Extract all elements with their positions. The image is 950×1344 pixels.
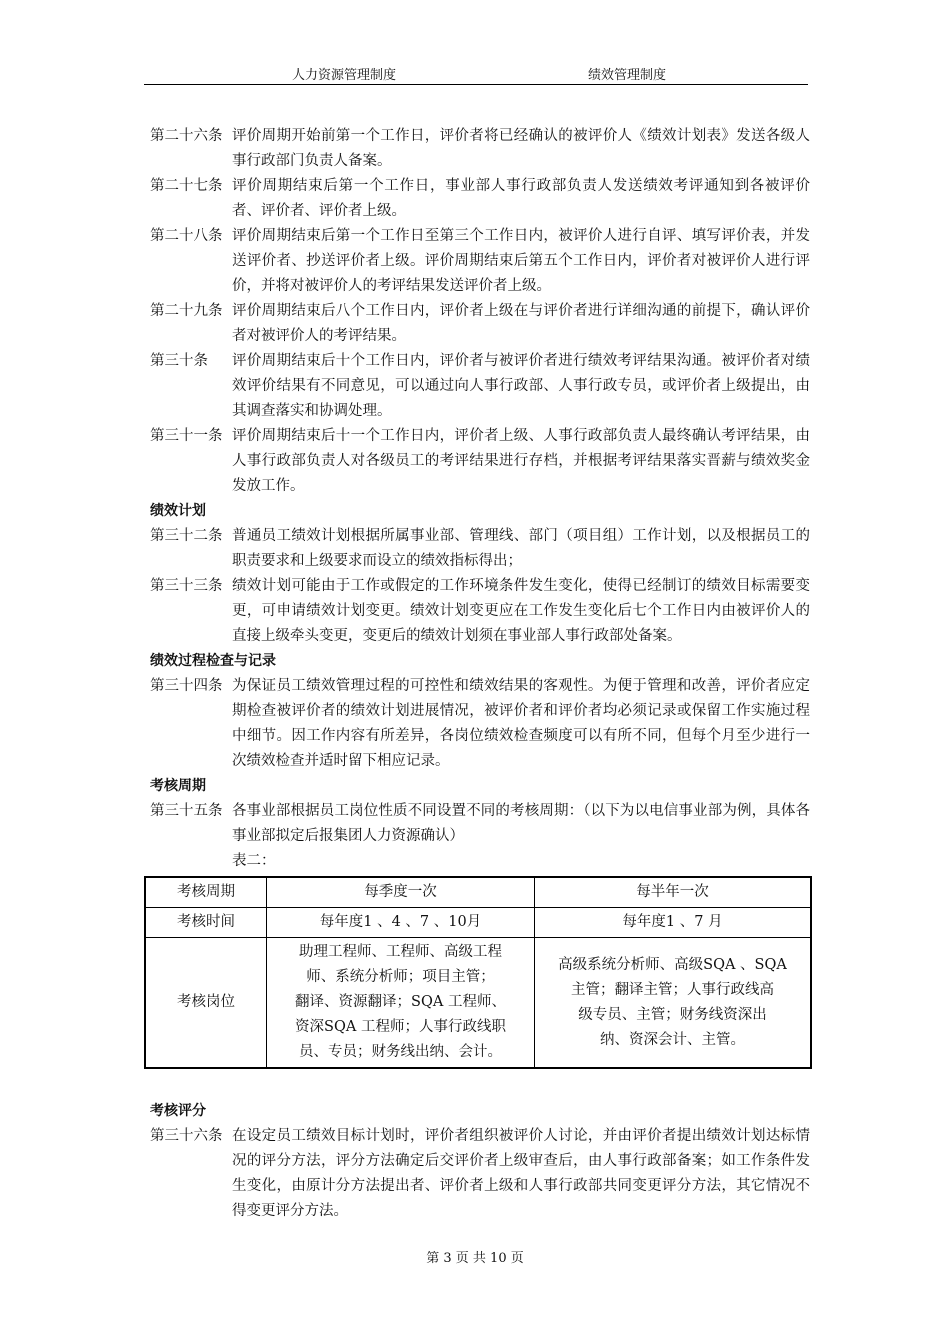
article-text: 绩效计划可能由于工作或假定的工作环境条件发生变化，使得已经制订的绩效目标需要变更，可申请绩效计划变更。绩效计划变更应在工作发生变化后七个工作日内由被评价人的直接上级牵头变更，变更后的绩效计划须在事业部人事行政部处备案。 [232,578,810,644]
header-left-title: 人力资源管理制度 [292,68,397,83]
article [150,299,810,349]
cell-line: 级专员、主管；财务线资深出 [578,1006,767,1023]
page-number: 第 3 页 共 10 页 [426,1251,524,1266]
article-number: 第三十四条 [150,678,223,694]
article [150,224,810,299]
cell-semiannual: 每半年一次 [535,877,812,908]
article-text: 评价周期结束后第一个工作日，事业部人事行政部负责人发送绩效考评通知到各被评价者、评价者、评价者上级。 [232,178,810,219]
document-body [150,124,810,1224]
article [150,124,810,174]
cell-line: 翻译、资源翻译；SQA 工程师、 [295,994,506,1010]
article [150,349,810,424]
header-right-title: 绩效管理制度 [588,68,667,83]
article [150,574,810,649]
article-number: 第二十八条 [150,228,223,244]
section-heading-cycle: 考核周期 [150,778,206,794]
article-number: 第三十五条 [150,803,223,819]
cell-line: 师、系统分析师；项目主管； [306,969,495,985]
section-heading-score: 考核评分 [150,1103,206,1119]
article [150,424,810,499]
cell-line: 助理工程师、工程师、高级工程 [299,944,502,960]
article-number: 第三十三条 [150,578,223,594]
article-text: 评价周期开始前第一个工作日，评价者将已经确认的被评价人《绩效计划表》发送各级人事行政部门负责人备案。 [232,128,810,169]
table-row [145,908,811,938]
article-number: 第三十条 [150,353,208,369]
article [150,524,810,574]
cell-line: 资深SQA 工程师；人事行政线职 [295,1019,506,1035]
article-number: 第三十六条 [150,1128,223,1144]
cell-line: 主管；翻译主管；人事行政线高 [571,981,774,998]
article-number: 第二十六条 [150,128,223,144]
table-row [145,938,811,1069]
article-text: 评价周期结束后第一个工作日至第三个工作日内，被评价人进行自评、填写评价表，并发送评价者、抄送评价者上级。评价周期结束后第五个工作日内，评价者对被评价人进行评价，并将对被评价人的考评结果发送评价者上级。 [232,228,810,294]
cell-line: 高级系统分析师、高级SQA 、SQA [558,956,787,973]
article [150,1124,810,1224]
table-row [145,877,811,908]
article-text: 在设定员工绩效目标计划时，评价者组织被评价人讨论，并由评价者提出绩效计划达标情况的评分方法，评分方法确定后交评价者上级审查后，由人事行政部备案；如工作条件发生变化，由原计分方法提出者、评价者上级和人事行政部共同变更评分方法，其它情况不得变更评分方法。 [232,1128,810,1219]
cell-line: 纳、资深会计、主管。 [600,1031,745,1048]
article [150,174,810,224]
table-caption: 表二： [232,853,276,869]
article-number: 第三十一条 [150,428,223,444]
cell-line: 员、专员；财务线出纳、会计。 [299,1044,502,1060]
cell-semiannual-positions [535,938,812,1069]
article-text: 各事业部根据员工岗位性质不同设置不同的考核周期：（以下为以电信事业部为例，具体各事业部拟定后报集团人力资源确认） [232,803,810,844]
article-text: 普通员工绩效计划根据所属事业部、管理线、部门（项目组）工作计划，以及根据员工的职责要求和上级要求而设立的绩效指标得出； [232,528,810,569]
row-label-cycle: 考核周期 [145,877,267,908]
article-number: 第二十九条 [150,303,223,319]
row-label-positions: 考核岗位 [145,938,267,1069]
section-heading-check: 绩效过程检查与记录 [150,653,276,669]
article [150,799,810,849]
article-text: 评价周期结束后十个工作日内，评价者与被评价者进行绩效考评结果沟通。被评价者对绩效评价结果有不同意见，可以通过向人事行政部、人事行政专员，或评价者上级提出，由其调查落实和协调处理。 [232,353,810,419]
cell-semiannual-months: 每年度1 、7 月 [535,908,812,938]
article-number: 第三十二条 [150,528,223,544]
cell-quarterly: 每季度一次 [267,877,535,908]
section-heading-plan: 绩效计划 [150,503,206,519]
cell-quarterly-months: 每年度1 、4 、7 、10月 [267,908,535,938]
article-text: 评价周期结束后八个工作日内，评价者上级在与评价者进行详细沟通的前提下，确认评价者对被评价人的考评结果。 [232,303,810,344]
article-number: 第二十七条 [150,178,223,194]
cell-quarterly-positions [267,938,535,1069]
page-header [144,62,808,85]
row-label-time: 考核时间 [145,908,267,938]
article-text: 为保证员工绩效管理过程的可控性和绩效结果的客观性。为便于管理和改善，评价者应定期检查被评价者的绩效计划进展情况，被评价者和评价者均必须记录或保留工作实施过程中细节。因工作内容有所差异，各岗位绩效检查频度可以有所不同，但每个月至少进行一次绩效检查并适时留下相应记录。 [232,678,810,769]
assessment-cycle-table [144,876,812,1069]
article-text: 评价周期结束后十一个工作日内，评价者上级、人事行政部负责人最终确认考评结果，由人事行政部负责人对各级员工的考评结果进行存档，并根据考评结果落实晋薪与绩效奖金发放工作。 [232,428,810,494]
article [150,674,810,774]
